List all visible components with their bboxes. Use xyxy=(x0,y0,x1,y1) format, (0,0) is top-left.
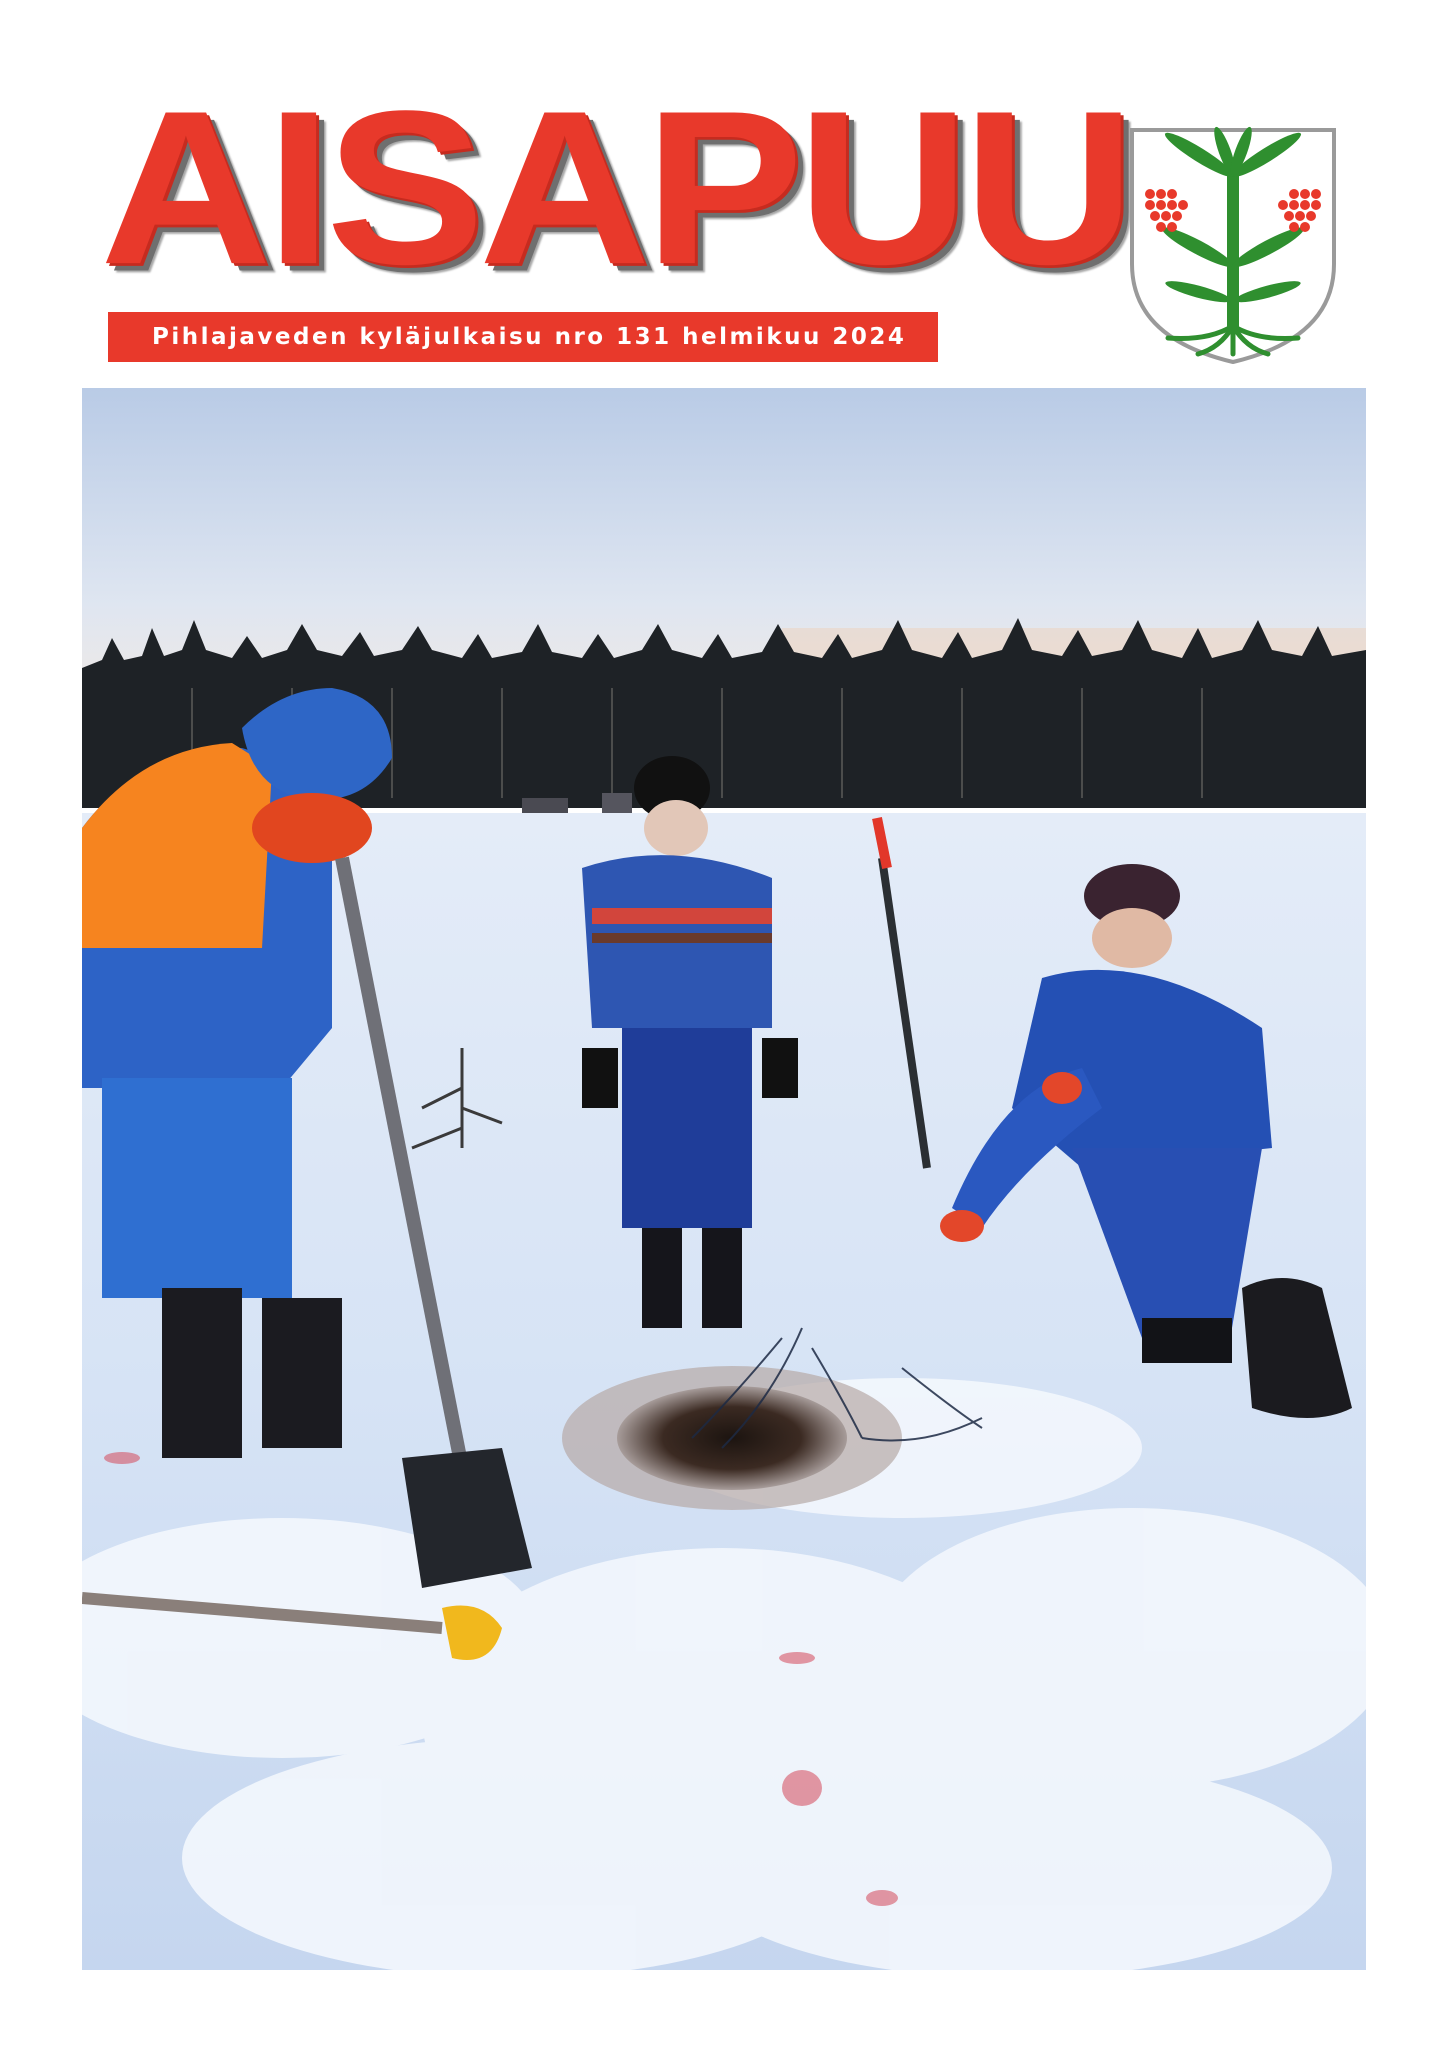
issue-subtitle: Pihlajaveden kyläjulkaisu nro 131 helmikuu 2024 xyxy=(152,324,907,350)
rowan-tree-coat-of-arms-icon xyxy=(1128,126,1338,366)
subtitle-banner xyxy=(108,312,938,362)
magazine-title: AISAPUU xyxy=(100,66,1130,311)
cover-photo-ice-fishing xyxy=(82,388,1366,1970)
